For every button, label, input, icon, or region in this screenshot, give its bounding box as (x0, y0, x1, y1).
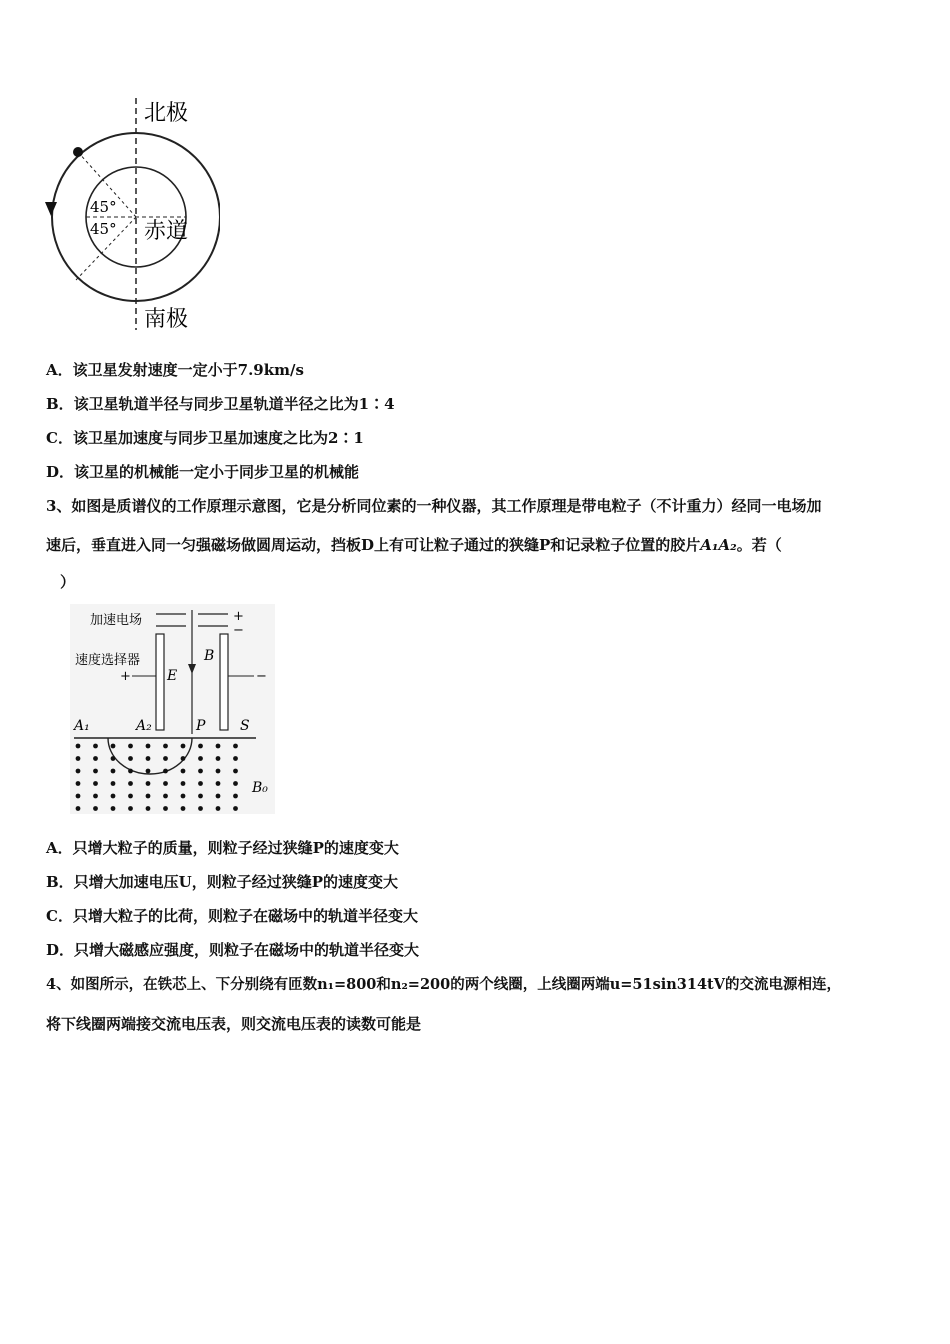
field-dot (76, 744, 81, 749)
q3-stem-tail: 。若（ (736, 536, 782, 554)
label-P: P (196, 718, 206, 734)
q3-stem-line2 (46, 535, 782, 555)
field-dot (181, 794, 186, 799)
field-dot (111, 794, 116, 799)
q4-stem-line1: 4、如图所示，在铁芯上、下分别绕有匝数n₁=800和n₂=200的两个线圈，上线圈两端u=51sin314tV的交流电源相连， (46, 976, 842, 993)
direction-arrow-icon (45, 202, 57, 216)
field-dot (198, 769, 203, 774)
field-dot (128, 806, 133, 811)
q2-option-c: C．该卫星加速度与同步卫星加速度之比为2∶1 (46, 429, 364, 447)
field-dot (128, 744, 133, 749)
field-dot (233, 756, 238, 761)
field-dot (93, 756, 98, 761)
q2-option-d: D．该卫星的机械能一定小于同步卫星的机械能 (46, 463, 360, 481)
field-dot (93, 769, 98, 774)
field-dot (146, 756, 151, 761)
field-dot (163, 744, 168, 749)
field-dot (233, 806, 238, 811)
field-dot (111, 756, 116, 761)
field-dot (93, 744, 98, 749)
field-dot (216, 769, 221, 774)
field-dot (216, 744, 221, 749)
field-dot (146, 806, 151, 811)
q2-option-a: A．该卫星发射速度一定小于7.9km/s (46, 361, 304, 379)
accel-plus: + (233, 609, 244, 624)
field-dot (198, 794, 203, 799)
q3-option-b: B．只增大加速电压U，则粒子经过狭缝P的速度变大 (46, 873, 399, 891)
field-dot (198, 756, 203, 761)
field-dot (128, 794, 133, 799)
field-dot (111, 781, 116, 786)
angle-upper-label: 45° (90, 198, 117, 216)
q3-option-c: C．只增大粒子的比荷，则粒子在磁场中的轨道半径变大 (46, 907, 418, 925)
selector-label: 速度选择器 (75, 653, 141, 668)
field-dot (198, 744, 203, 749)
field-dot (146, 794, 151, 799)
field-dot (76, 756, 81, 761)
field-dot (181, 769, 186, 774)
field-dot (216, 794, 221, 799)
field-dot (93, 794, 98, 799)
field-dot (76, 794, 81, 799)
q3-option-d: D．只增大磁感应强度，则粒子在磁场中的轨道半径变大 (46, 941, 420, 959)
field-dot (128, 756, 133, 761)
field-dot (181, 781, 186, 786)
label-B0: B₀ (252, 780, 268, 796)
orbit-figure (40, 92, 220, 337)
selector-plate-right (220, 634, 228, 730)
north-pole-label: 北极 (144, 101, 189, 126)
field-dot (233, 769, 238, 774)
film-label: A₁A₂ (700, 536, 737, 554)
field-dot (76, 769, 81, 774)
accel-minus: − (233, 623, 244, 638)
field-dot (146, 769, 151, 774)
field-dot (111, 769, 116, 774)
label-S: S (240, 718, 250, 734)
selector-plate-left (156, 634, 164, 730)
field-dot (233, 794, 238, 799)
label-A2: A₂ (136, 718, 152, 734)
field-dot (163, 794, 168, 799)
equator-label: 赤道 (144, 219, 189, 244)
field-dot (198, 806, 203, 811)
field-dot (233, 781, 238, 786)
field-dot (181, 806, 186, 811)
label-E: E (167, 668, 178, 684)
mass-spectrometer-figure (70, 604, 275, 814)
field-dot (216, 806, 221, 811)
figure-background (70, 604, 275, 814)
satellite-dot (73, 147, 83, 157)
field-dot (76, 806, 81, 811)
field-dot (76, 781, 81, 786)
field-dot (146, 744, 151, 749)
q2-option-b: B．该卫星轨道半径与同步卫星轨道半径之比为1∶4 (46, 395, 395, 413)
field-dot (128, 781, 133, 786)
selector-plus: + (120, 669, 131, 684)
angle-lower-label: 45° (90, 220, 117, 238)
label-B: B (204, 648, 215, 664)
accel-field-label: 加速电场 (90, 613, 143, 628)
field-dot (163, 781, 168, 786)
field-dot (111, 806, 116, 811)
field-dot (128, 769, 133, 774)
field-dot (198, 781, 203, 786)
label-A1: A₁ (74, 718, 90, 734)
q3-option-a: A．只增大粒子的质量，则粒子经过狭缝P的速度变大 (46, 839, 399, 857)
field-dot (163, 769, 168, 774)
q3-stem-text: 速后，垂直进入同一匀强磁场做圆周运动，挡板D上有可让粒子通过的狭缝P和记录粒子位置的胶片 (46, 536, 701, 554)
field-dot (93, 806, 98, 811)
field-dot (181, 756, 186, 761)
field-dot (163, 756, 168, 761)
field-dot (93, 781, 98, 786)
q3-stem-line3: ） (60, 573, 76, 591)
field-dot (111, 744, 116, 749)
field-dot (146, 781, 151, 786)
field-dot (216, 756, 221, 761)
south-pole-label: 南极 (144, 307, 189, 332)
q4-stem-line2: 将下线圈两端接交流电压表，则交流电压表的读数可能是 (46, 1015, 422, 1033)
field-dot (216, 781, 221, 786)
field-dot (163, 806, 168, 811)
selector-minus: − (256, 669, 267, 684)
q3-stem-line1: 3、如图是质谱仪的工作原理示意图，它是分析同位素的一种仪器，其工作原理是带电粒子（不计重力）经同一电场加 (46, 497, 822, 515)
field-dot (181, 744, 186, 749)
field-dot (233, 744, 238, 749)
